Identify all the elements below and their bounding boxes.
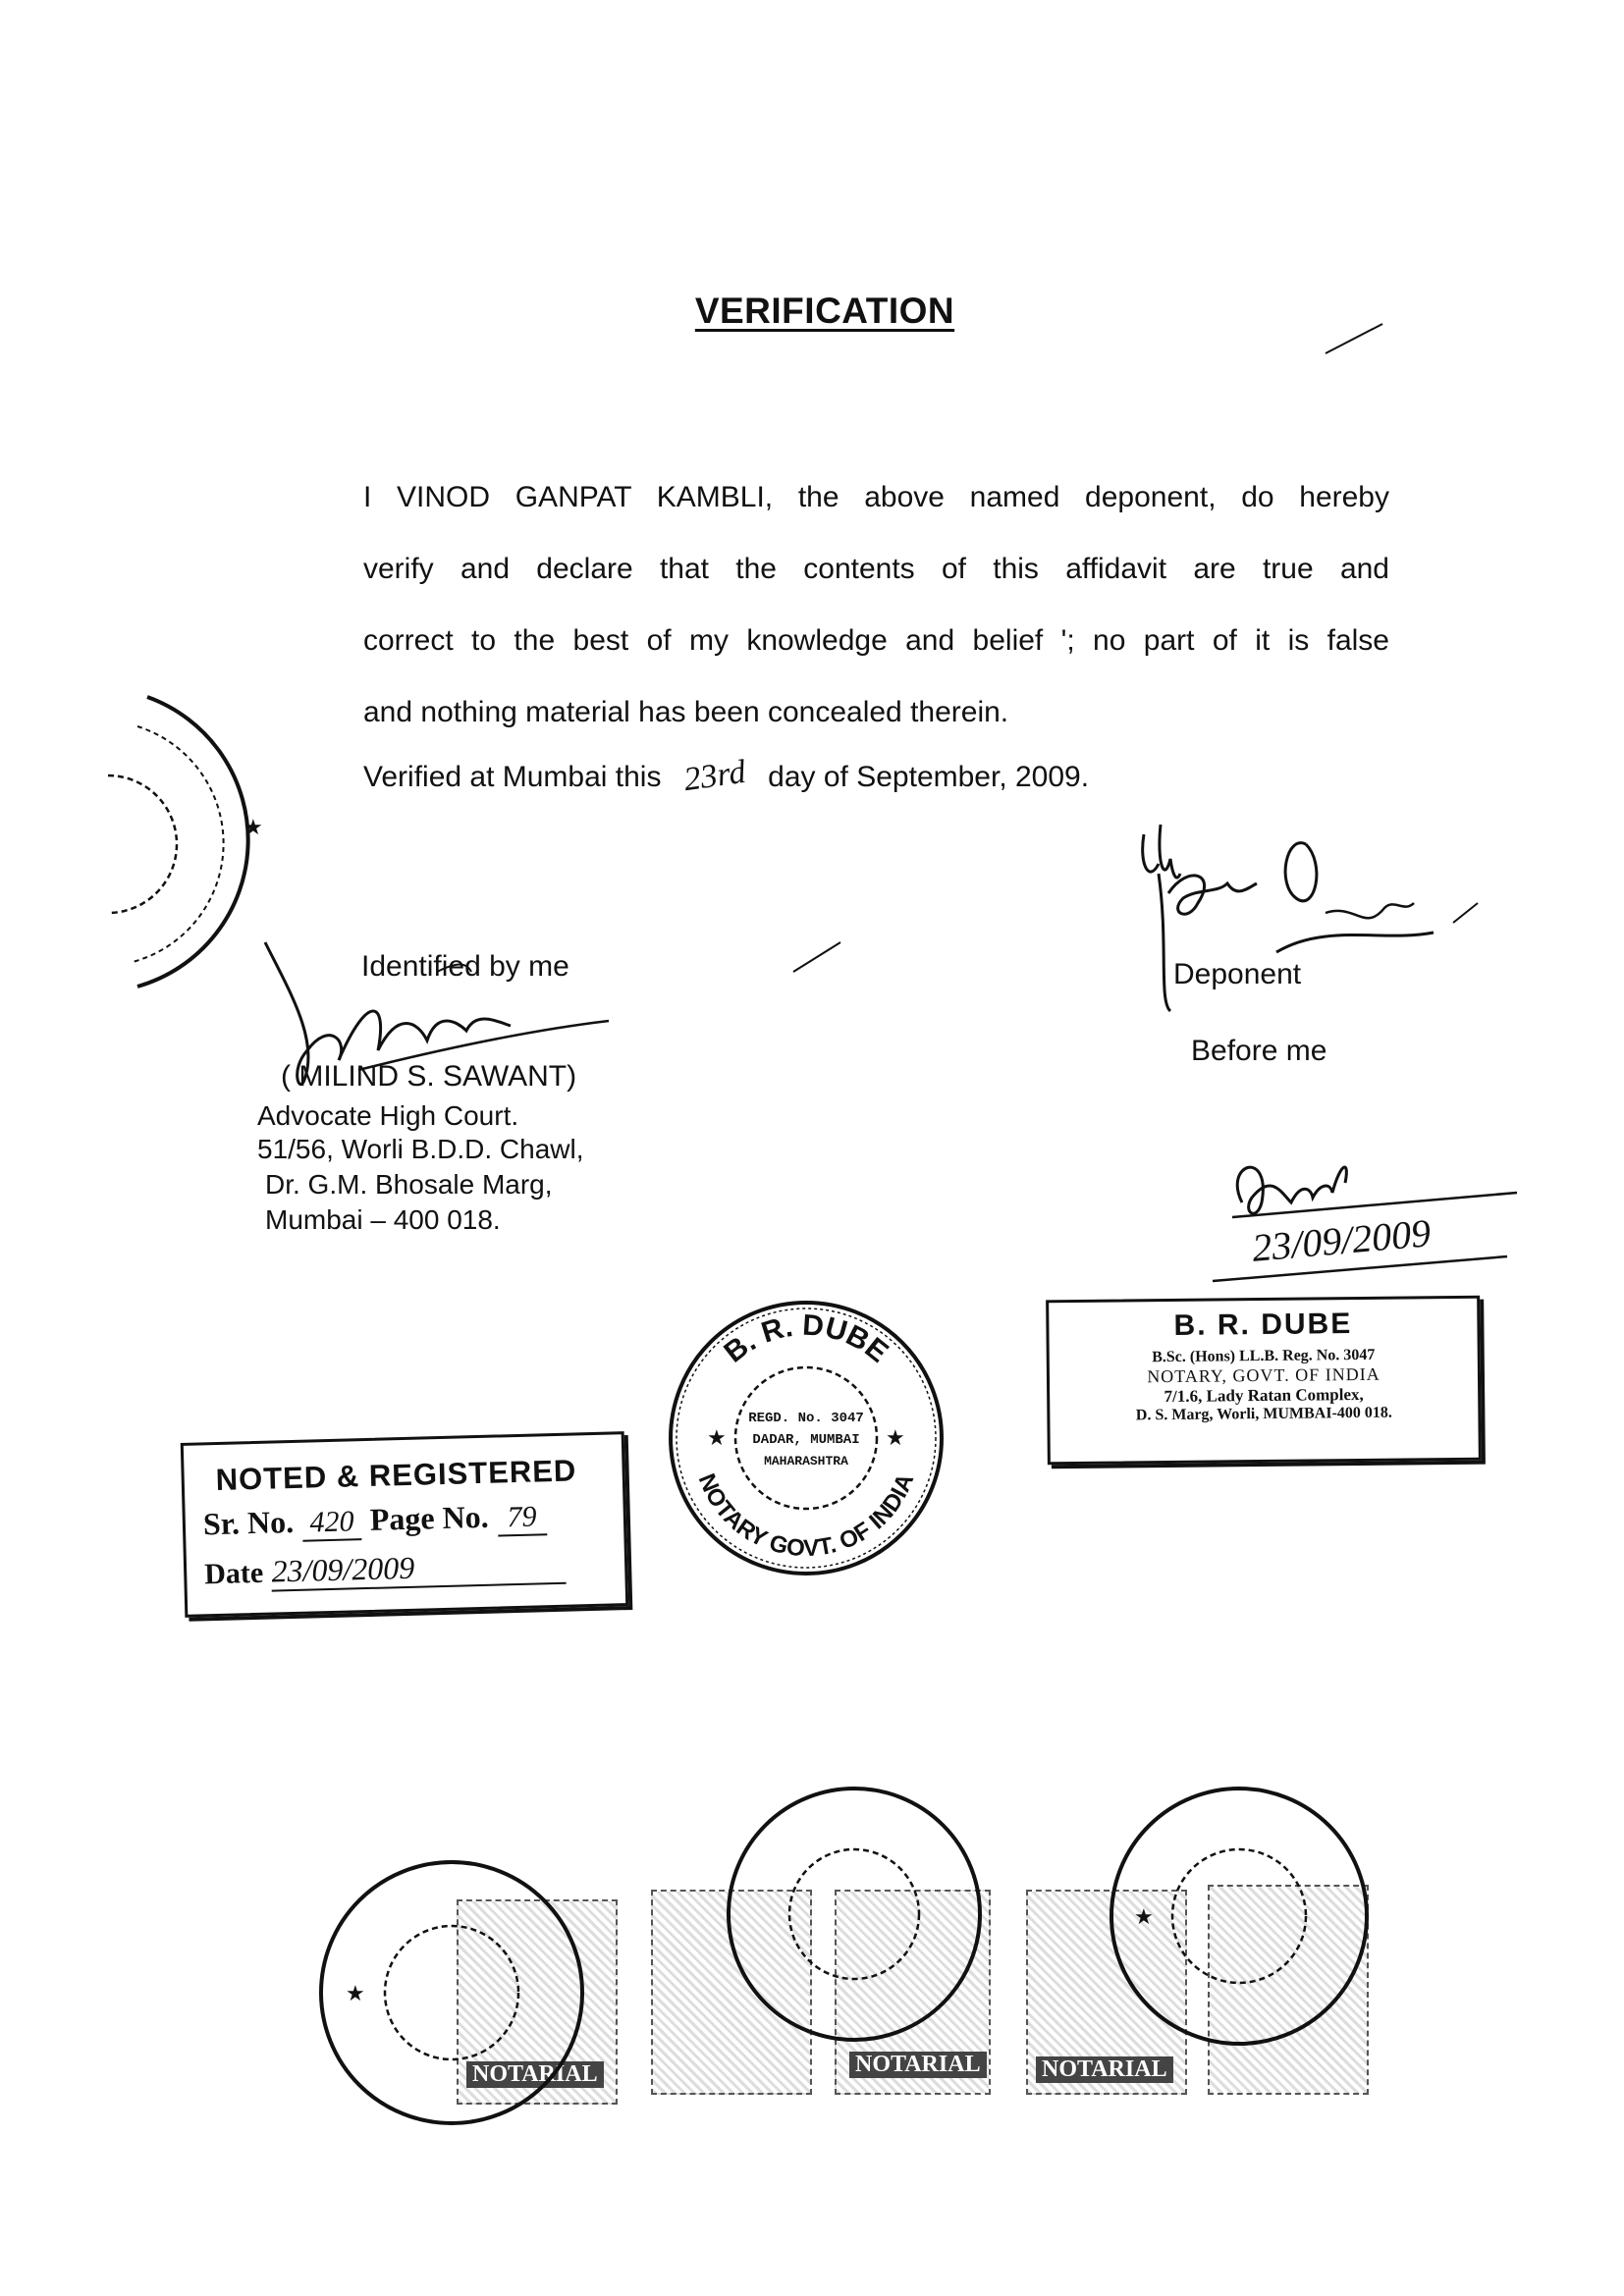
- pen-mark: [793, 937, 842, 977]
- verified-suffix: day of September, 2009.: [768, 761, 1090, 793]
- notary-stamp-line: B.Sc. (Hons) LL.B. Reg. No. 3047: [1152, 1346, 1376, 1366]
- paragraph-line: I VINOD GANPAT KAMBLI, the above named deponent, do hereby: [363, 481, 1389, 513]
- revenue-stamp-text: NOTARIAL: [849, 2052, 987, 2078]
- deponent-signature: [1129, 805, 1483, 1021]
- advocate-address-line: 51/56, Worli B.D.D. Chawl,: [257, 1134, 584, 1164]
- seal-inner-line: DADAR, MUMBAI: [752, 1432, 860, 1448]
- paragraph-line: verify and declare that the contents of this affidavit are true and: [363, 553, 1389, 585]
- seal-star-icon: ★: [346, 1981, 365, 2005]
- notary-stamp: [1046, 1296, 1482, 1466]
- notary-stamp-line: D. S. Marg, Worli, MUMBAI-400 018.: [1135, 1404, 1392, 1424]
- seal-inner-line: MAHARASHTRA: [764, 1454, 848, 1468]
- verified-prefix: Verified at Mumbai this: [363, 761, 662, 793]
- round-seal-bottom-middle: [722, 1782, 987, 2047]
- register-sr-value: 420: [302, 1505, 362, 1542]
- identified-label: Identified by me: [361, 950, 569, 983]
- pen-mark: [1326, 319, 1384, 358]
- notary-stamp-line: NOTARY, GOVT. OF INDIA: [1147, 1363, 1380, 1387]
- register-date-label: Date: [203, 1556, 264, 1591]
- paragraph-line: and nothing material has been concealed therein.: [363, 696, 1009, 728]
- revenue-stamp-text: NOTARIAL: [466, 2061, 604, 2088]
- seal-star-icon: ★: [1134, 1904, 1154, 1929]
- verification-paragraph: [363, 461, 1389, 748]
- register-stamp: [181, 1431, 629, 1618]
- verified-line: [363, 753, 1090, 799]
- page-title: VERIFICATION: [694, 291, 955, 331]
- seal-bottom-text: NOTARY GOVT. OF INDIA: [692, 1469, 920, 1563]
- notary-signature-date: 23/09/2009: [1250, 1210, 1433, 1270]
- round-seal-bottom-left: [314, 1855, 589, 2130]
- seal-top-text: B. R. DUBE: [718, 1308, 894, 1369]
- verified-day-handwritten: 23rd: [680, 753, 748, 799]
- before-me-label: Before me: [1191, 1035, 1327, 1067]
- round-seal: [664, 1296, 948, 1580]
- paragraph-line: correct to the best of my knowledge and belief '; no part of it is false: [363, 624, 1389, 657]
- partial-seal-left: [0, 687, 295, 1001]
- register-heading: NOTED & REGISTERED: [215, 1453, 577, 1498]
- advocate-address-line: Dr. G.M. Bhosale Marg,: [265, 1169, 553, 1200]
- register-page-value: 79: [497, 1500, 547, 1536]
- seal-star-icon: ★: [886, 1425, 905, 1450]
- register-sr-label: Sr. No.: [202, 1503, 295, 1542]
- seal-star-icon: ★: [244, 815, 263, 839]
- advocate-signature: [260, 933, 614, 1099]
- seal-star-icon: ★: [707, 1425, 727, 1450]
- advocate-name: ( MILIND S. SAWANT): [281, 1060, 577, 1093]
- register-page-label: Page No.: [369, 1498, 490, 1537]
- notary-stamp-name: B. R. DUBE: [1173, 1308, 1353, 1342]
- seal-inner-line: REGD. No. 3047: [748, 1411, 864, 1426]
- revenue-stamp-text: NOTARIAL: [1036, 2056, 1173, 2083]
- advocate-address-line: Mumbai – 400 018.: [265, 1204, 501, 1235]
- advocate-title: Advocate High Court.: [257, 1100, 519, 1131]
- round-seal-bottom-right: [1105, 1782, 1375, 2052]
- notary-stamp-line: 7/1.6, Lady Ratan Complex,: [1164, 1384, 1364, 1407]
- deponent-label: Deponent: [1173, 958, 1302, 990]
- register-date-value: 23/09/2009: [271, 1546, 567, 1592]
